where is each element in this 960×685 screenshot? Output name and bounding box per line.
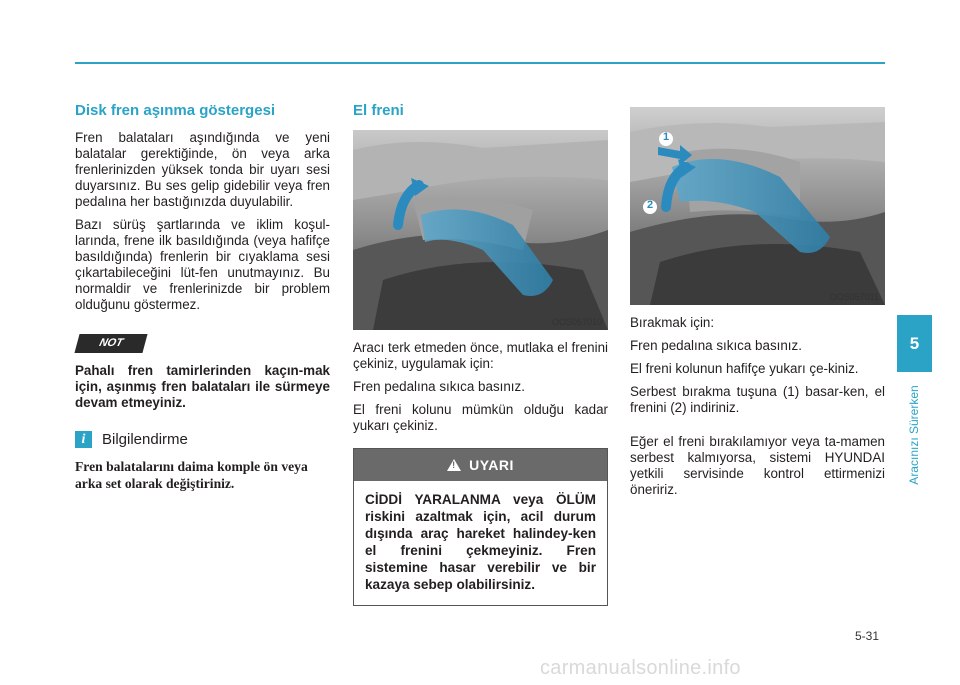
column-right	[630, 102, 885, 505]
callout-1: 1	[662, 131, 670, 143]
parking-brake-illustration	[353, 130, 608, 330]
warning-title: UYARI	[469, 457, 514, 473]
paragraph: Fren pedalına sıkıca basınız.	[630, 338, 802, 353]
paragraph: Bırakmak için:	[630, 315, 715, 330]
warning-text: CİDDİ YARALANMA veya ÖLÜM riskini azaltmak için, acil durum dışında araç hareket halindey-ken el frenini çekmeyiniz. Fren sistemine hasar verebilir ve bir kazaya sebep olabilirsiniz.	[365, 492, 596, 592]
paragraph: Serbest bırakma tuşuna (1) basar-ken, el frenini (2) indiriniz.	[630, 384, 885, 415]
section-title-parking-brake: El freni	[353, 102, 404, 119]
info-icon: i	[75, 431, 92, 448]
chapter-tab: 5	[897, 315, 932, 372]
note-badge: NOT	[74, 334, 147, 353]
warning-box	[353, 448, 608, 606]
info-text: Fren balatalarını daima komple ön veya arka set olarak değiştiriniz.	[75, 459, 308, 491]
paragraph: Eğer el freni bırakılamıyor veya ta-mamen serbest kalmıyorsa, sistemi HYUNDAI yetkili servisinde kontrol ettirmenizi öneririz.	[630, 434, 885, 497]
watermark: carmanualsonline.info	[540, 657, 741, 679]
paragraph: El freni kolunu mümkün olduğu kadar yukarı çekiniz.	[353, 402, 608, 433]
warning-header	[354, 449, 607, 481]
paragraph: Bazı sürüş şartlarında ve iklim koşul-larında, frene ilk basıldığında (veya hafifçe basıldığında) frenlerin bir cıyaklama sesi çıkartabileceğini lüt-fen unutmayınız. Bu normaldir ve frenlerinizde bir problem olduğunu göstermez.	[75, 217, 330, 312]
parking-brake-figure	[353, 130, 608, 330]
info-header	[75, 431, 330, 448]
info-title: Bilgilendirme	[102, 431, 188, 448]
column-left	[75, 102, 330, 492]
figure-code: OOS057011	[829, 292, 879, 302]
callout-2: 2	[646, 199, 654, 211]
warning-triangle-icon	[447, 459, 461, 471]
section-title-disc-brake: Disk fren aşınma göstergesi	[75, 102, 276, 119]
note-text: Pahalı fren tamirlerinden kaçın-mak için, aşınmış fren balataları ile sürmeye devam etmeyiniz.	[75, 363, 330, 410]
column-middle	[353, 102, 608, 606]
page-number: 5-31	[855, 629, 880, 643]
figure-code: OOS057010	[551, 317, 602, 327]
chapter-label-text: Aracınızı Sürerken	[907, 385, 921, 485]
paragraph: Fren balataları aşındığında ve yeni balatalar gerektiğinde, ön veya arka frenlerinizden yüksek tonda bir uyarı sesi duyarsınız. Bu ses gelip gidebilir veya fren pedalına her bastığınızda duyulabilir.	[75, 130, 330, 209]
paragraph: Fren pedalına sıkıca basınız.	[353, 379, 525, 394]
brake-release-figure	[630, 107, 885, 305]
top-rule	[75, 62, 885, 64]
paragraph: Aracı terk etmeden önce, mutlaka el frenini çekiniz, uygulamak için:	[353, 340, 608, 371]
paragraph: El freni kolunun hafifçe yukarı çe-kiniz.	[630, 361, 859, 376]
chapter-label	[904, 380, 924, 490]
